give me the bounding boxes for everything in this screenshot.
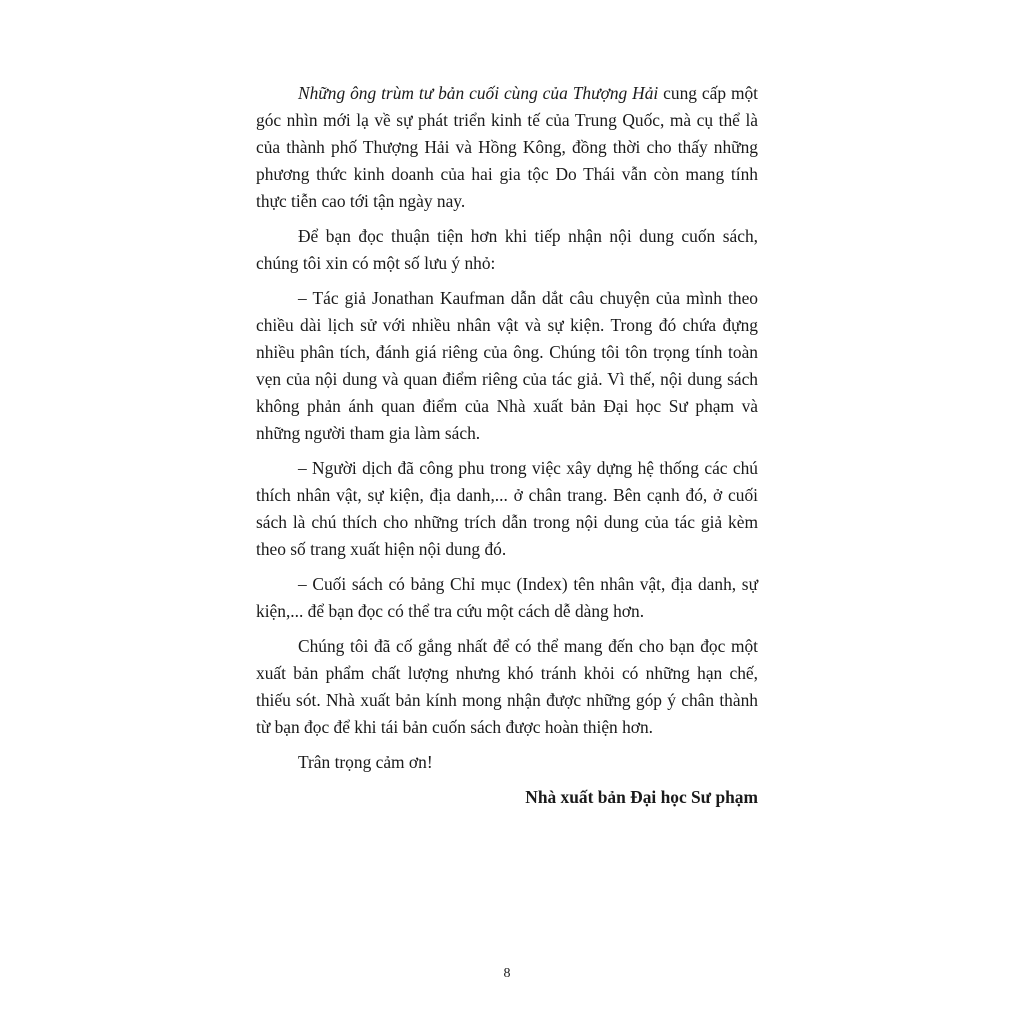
page-number: 8: [503, 966, 511, 981]
paragraph-note-translator: – Người dịch đã công phu trong việc xây dựng hệ thống các chú thích nhân vật, sự kiện, địa danh,... ở chân trang. Bên cạnh đó, ở cuối sách là chú thích cho những trích dẫn trong nội dung của tác giả kèm theo số trang xuất hiện nội dung đó.: [256, 458, 758, 559]
publisher-signature: Nhà xuất bản Đại học Sư phạm: [525, 787, 758, 807]
paragraph-intro-text: cung cấp một góc nhìn mới lạ về sự phát triển kinh tế của Trung Quốc, mà cụ thể là của thành phố Thượng Hải và Hồng Kông, đồng thời cho thấy những phương thức kinh doanh của hai gia tộc Do Thái vẫn còn mang tính thực tiễn cao tới tận ngày nay.: [256, 83, 758, 211]
book-title-italic: Những ông trùm tư bản cuối cùng của Thượng Hải: [298, 83, 659, 103]
paragraph-closing: Chúng tôi đã cố gắng nhất để có thể mang đến cho bạn đọc một xuất bản phẩm chất lượng nhưng khó tránh khỏi có những hạn chế, thiếu sót. Nhà xuất bản kính mong nhận được những góp ý chân thành từ bạn đọc để khi tái bản cuốn sách được hoàn thiện hơn.: [256, 636, 758, 737]
paragraph-thanks: Trân trọng cảm ơn!: [298, 752, 433, 772]
paragraph-note-author: – Tác giả Jonathan Kaufman dẫn dắt câu chuyện của mình theo chiều dài lịch sử với nhiều nhân vật và sự kiện. Trong đó chứa đựng nhiều phân tích, đánh giá riêng của ông. Chúng tôi tôn trọng tính toàn vẹn của nội dung và quan điểm riêng của tác giả. Vì thế, nội dung sách không phản ánh quan điểm của Nhà xuất bản Đại học Sư phạm và những người tham gia làm sách.: [256, 288, 758, 443]
paragraph-notice: Để bạn đọc thuận tiện hơn khi tiếp nhận nội dung cuốn sách, chúng tôi xin có một số lưu ý nhỏ:: [256, 226, 758, 273]
document-page: [256, 80, 758, 811]
paragraph-intro: [256, 80, 758, 215]
paragraph-note-index: – Cuối sách có bảng Chỉ mục (Index) tên nhân vật, địa danh, sự kiện,... để bạn đọc có thể tra cứu một cách dễ dàng hơn.: [256, 574, 758, 621]
